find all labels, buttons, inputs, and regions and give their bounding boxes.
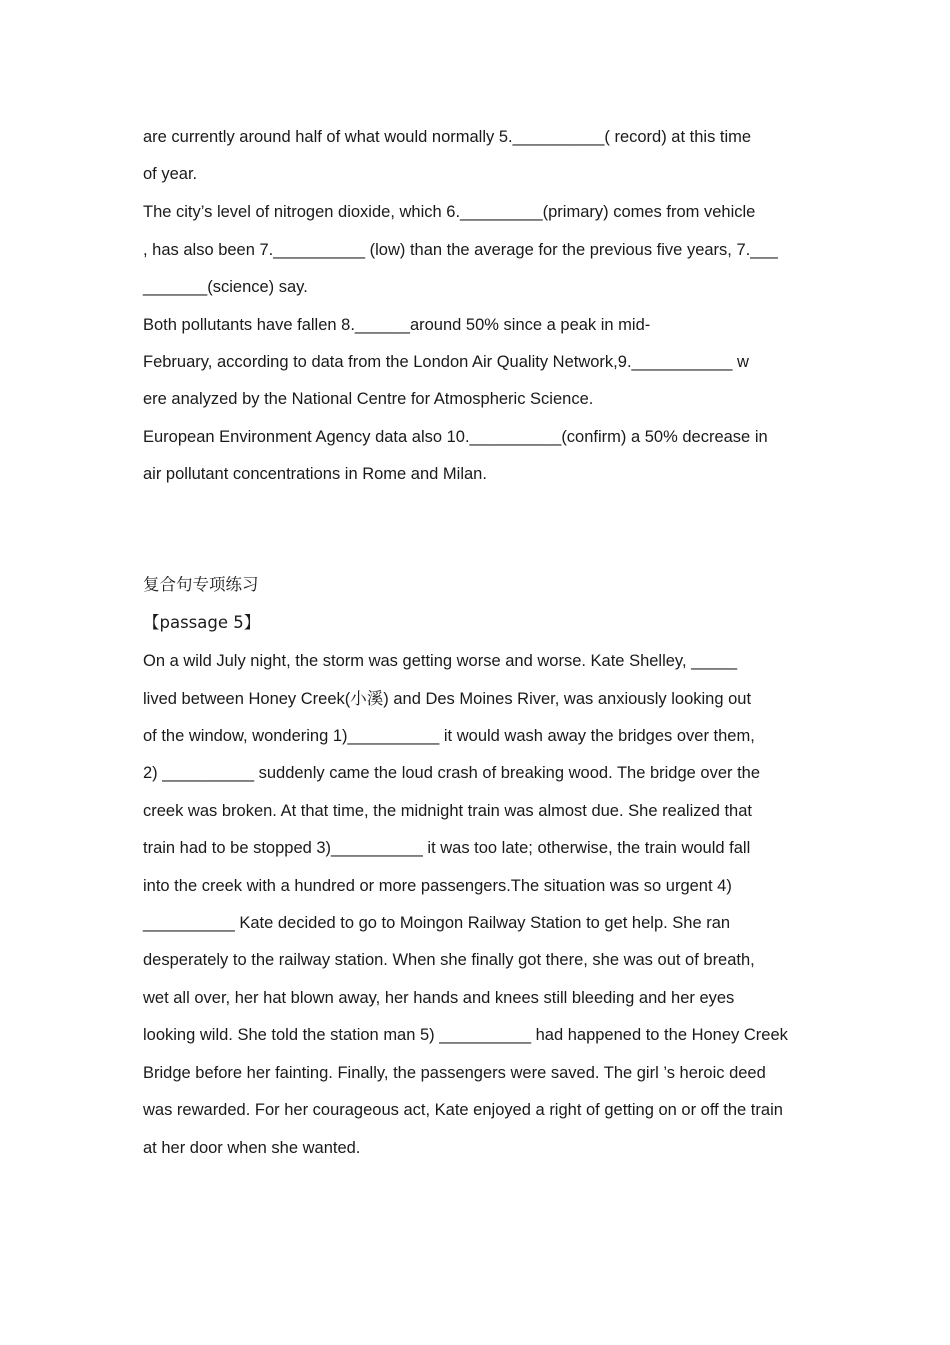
text-line: Both pollutants have fallen 8.______around 50% since a peak in mid- bbox=[143, 316, 651, 334]
passage-line: was rewarded. For her courageous act, Kate enjoyed a right of getting on or off the train bbox=[143, 1101, 783, 1119]
text-line: are currently around half of what would normally 5.__________( record) at this time bbox=[143, 128, 752, 146]
text-line: ere analyzed by the National Centre for Atmospheric Science. bbox=[143, 390, 594, 408]
passage-line: wet all over, her hat blown away, her hands and knees still bleeding and her eyes bbox=[143, 989, 735, 1007]
text-line: _______(science) say. bbox=[143, 278, 308, 296]
passage-line: lived between Honey Creek(小溪) and Des Moines River, was anxiously looking out bbox=[143, 690, 752, 708]
passage-line: creek was broken. At that time, the midnight train was almost due. She realized that bbox=[143, 802, 752, 820]
text-line: air pollutant concentrations in Rome and Milan. bbox=[143, 465, 487, 483]
passage-label: 【passage 5】 bbox=[143, 613, 261, 632]
passage-line: into the creek with a hundred or more passengers.The situation was so urgent 4) bbox=[143, 877, 732, 895]
text-line: of year. bbox=[143, 165, 198, 183]
passage-line: at her door when she wanted. bbox=[143, 1139, 361, 1157]
passage-line: 2) __________ suddenly came the loud crash of breaking wood. The bridge over the bbox=[143, 764, 761, 782]
text-line: European Environment Agency data also 10.__________(confirm) a 50% decrease in bbox=[143, 428, 768, 446]
text-line: February, according to data from the London Air Quality Network,9.___________ w bbox=[143, 353, 749, 371]
passage-line: of the window, wondering 1)__________ it would wash away the bridges over them, bbox=[143, 727, 755, 745]
section-title: 复合句专项练习 bbox=[143, 575, 259, 594]
passage-line: Bridge before her fainting. Finally, the passengers were saved. The girl ’s heroic deed bbox=[143, 1064, 766, 1082]
text-line: The city’s level of nitrogen dioxide, which 6._________(primary) comes from vehicle bbox=[143, 203, 756, 221]
text-line: , has also been 7.__________ (low) than the average for the previous five years, 7.___ bbox=[143, 241, 778, 259]
passage-line: looking wild. She told the station man 5) __________ had happened to the Honey Creek bbox=[143, 1026, 788, 1044]
passage-line: desperately to the railway station. When she finally got there, she was out of breath, bbox=[143, 951, 755, 969]
passage-line: On a wild July night, the storm was getting worse and worse. Kate Shelley, _____ bbox=[143, 652, 738, 670]
passage-line: train had to be stopped 3)__________ it was too late; otherwise, the train would fall bbox=[143, 839, 751, 857]
passage-line: __________ Kate decided to go to Moingon Railway Station to get help. She ran bbox=[143, 914, 731, 932]
